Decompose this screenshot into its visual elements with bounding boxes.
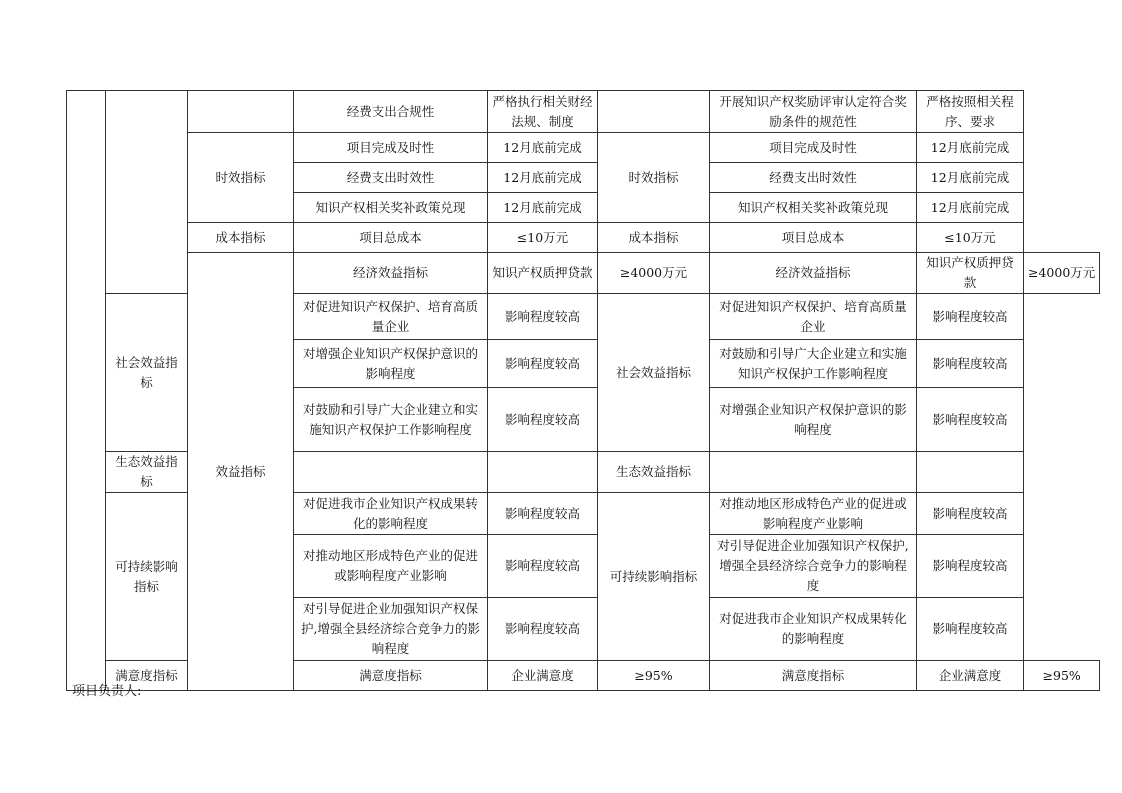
right-level2-cell: 经济效益指标 [710, 253, 917, 294]
left-indicator-cell: 企业满意度 [488, 661, 598, 691]
right-indicator-cell: 对促进知识产权保护、培育高质量企业 [710, 294, 917, 340]
right-indicator-cell: 对推动地区形成特色产业的促进或影响程度产业影响 [710, 493, 917, 535]
right-target-cell: ≥4000万元 [1024, 253, 1100, 294]
right-indicator-cell: 知识产权质押贷款 [917, 253, 1024, 294]
left-target-cell: 影响程度较高 [488, 598, 598, 661]
right-target-cell: 影响程度较高 [917, 535, 1024, 598]
output-indicator-cell [106, 91, 188, 294]
right-indicator-cell: 对引导促进企业加强知识产权保护,增强全县经济综合竞争力的影响程度 [710, 535, 917, 598]
left-target-cell: ≤10万元 [488, 223, 598, 253]
left-target-cell: 12月底前完成 [488, 193, 598, 223]
right-level2-cell: 社会效益指标 [598, 294, 710, 452]
left-target-cell: 影响程度较高 [488, 493, 598, 535]
left-indicator-cell: 知识产权质押贷款 [488, 253, 598, 294]
left-level2-cell: 社会效益指标 [106, 294, 188, 452]
right-indicator-cell [710, 452, 917, 493]
right-target-cell: 影响程度较高 [917, 598, 1024, 661]
left-indicator-cell: 项目完成及时性 [294, 133, 488, 163]
right-indicator-cell: 开展知识产权奖励评审认定符合奖励条件的规范性 [710, 91, 917, 133]
left-indicator-cell: 对促进我市企业知识产权成果转化的影响程度 [294, 493, 488, 535]
right-level2-cell: 成本指标 [598, 223, 710, 253]
right-indicator-cell: 项目总成本 [710, 223, 917, 253]
right-indicator-cell: 对促进我市企业知识产权成果转化的影响程度 [710, 598, 917, 661]
left-target-cell: 影响程度较高 [488, 535, 598, 598]
empty-level2-cell [188, 91, 294, 133]
left-indicator-cell: 对引导促进企业加强知识产权保护,增强全县经济综合竞争力的影响程度 [294, 598, 488, 661]
left-indicator-cell: 对推动地区形成特色产业的促进或影响程度产业影响 [294, 535, 488, 598]
right-indicator-cell: 对鼓励和引导广大企业建立和实施知识产权保护工作影响程度 [710, 340, 917, 388]
left-indicator-cell: 经费支出合规性 [294, 91, 488, 133]
left-level2-cell: 生态效益指标 [106, 452, 188, 493]
empty-level2-cell [598, 91, 710, 133]
project-lead-label: 项目负责人: [72, 684, 142, 699]
right-indicator-cell: 项目完成及时性 [710, 133, 917, 163]
left-indicator-cell [294, 452, 488, 493]
right-target-cell: ≥95% [1024, 661, 1100, 691]
left-target-cell: 严格执行相关财经法规、制度 [488, 91, 598, 133]
left-indicator-cell: 对促进知识产权保护、培育高质量企业 [294, 294, 488, 340]
right-target-cell: 影响程度较高 [917, 388, 1024, 452]
right-target-cell: 影响程度较高 [917, 294, 1024, 340]
benefit-indicator-cell: 效益指标 [188, 253, 294, 691]
satisfaction-indicator-cell: 满意度指标 [106, 661, 188, 691]
left-level2-cell: 满意度指标 [294, 661, 488, 691]
left-target-cell: 12月底前完成 [488, 133, 598, 163]
left-level2-cell: 时效指标 [188, 133, 294, 223]
right-indicator-cell: 经费支出时效性 [710, 163, 917, 193]
level-0-cell [67, 91, 106, 691]
left-level2-cell: 可持续影响指标 [106, 493, 188, 661]
left-target-cell: 影响程度较高 [488, 340, 598, 388]
right-target-cell: 严格按照相关程序、要求 [917, 91, 1024, 133]
right-target-cell: 12月底前完成 [917, 163, 1024, 193]
left-target-cell: 12月底前完成 [488, 163, 598, 193]
left-target-cell [488, 452, 598, 493]
left-indicator-cell: 知识产权相关奖补政策兑现 [294, 193, 488, 223]
right-level2-cell: 可持续影响指标 [598, 493, 710, 661]
right-target-cell: ≤10万元 [917, 223, 1024, 253]
left-indicator-cell: 对鼓励和引导广大企业建立和实施知识产权保护工作影响程度 [294, 388, 488, 452]
right-target-cell: 12月底前完成 [917, 193, 1024, 223]
right-indicator-cell: 知识产权相关奖补政策兑现 [710, 193, 917, 223]
left-indicator-cell: 项目总成本 [294, 223, 488, 253]
right-indicator-cell: 企业满意度 [917, 661, 1024, 691]
left-level2-cell: 经济效益指标 [294, 253, 488, 294]
right-level2-cell: 时效指标 [598, 133, 710, 223]
left-target-cell: ≥4000万元 [598, 253, 710, 294]
left-level2-cell: 成本指标 [188, 223, 294, 253]
left-target-cell: 影响程度较高 [488, 294, 598, 340]
left-target-cell: 影响程度较高 [488, 388, 598, 452]
left-indicator-cell: 对增强企业知识产权保护意识的影响程度 [294, 340, 488, 388]
right-level2-cell: 生态效益指标 [598, 452, 710, 493]
right-target-cell: 影响程度较高 [917, 340, 1024, 388]
left-target-cell: ≥95% [598, 661, 710, 691]
right-target-cell: 12月底前完成 [917, 133, 1024, 163]
performance-indicator-table [66, 90, 1100, 691]
right-target-cell [917, 452, 1024, 493]
right-level2-cell: 满意度指标 [710, 661, 917, 691]
left-indicator-cell: 经费支出时效性 [294, 163, 488, 193]
right-indicator-cell: 对增强企业知识产权保护意识的影响程度 [710, 388, 917, 452]
right-target-cell: 影响程度较高 [917, 493, 1024, 535]
